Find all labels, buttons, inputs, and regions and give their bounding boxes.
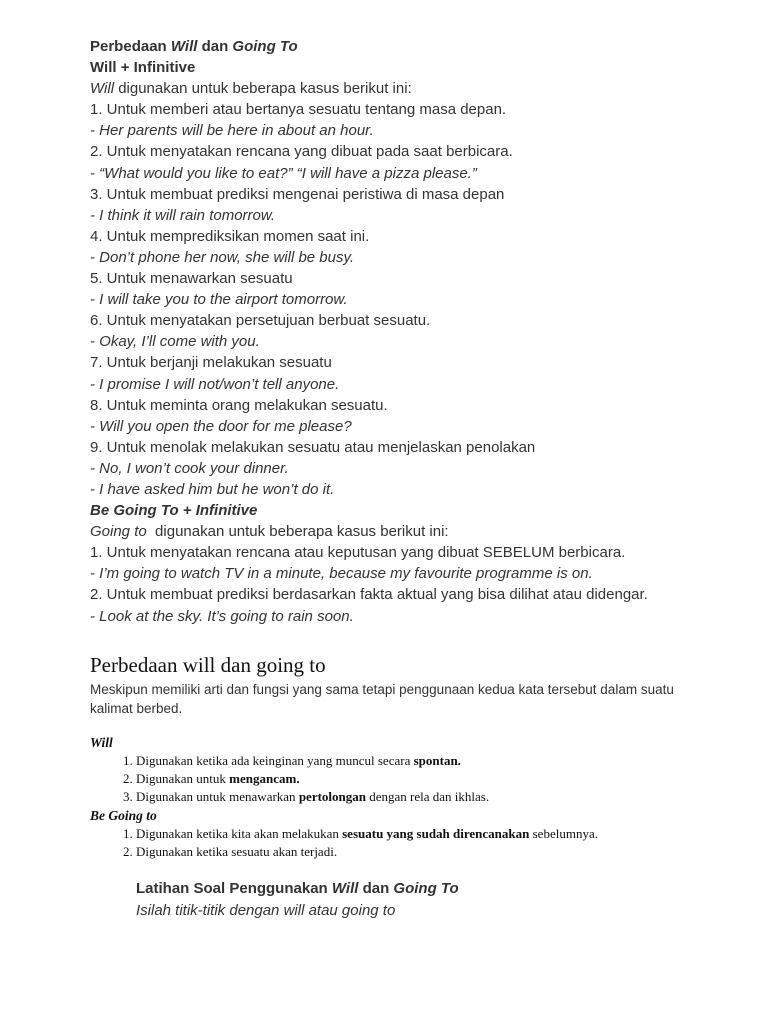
will-heading: Will + Infinitive <box>90 59 196 77</box>
perbedaan-intro: Meskipun memiliki arti dan fungsi yang sama tetapi penggunaan kedua kata tersebut dalam suatu kalimat berbed. <box>90 682 674 716</box>
going-heading: Be Going To + Infinitive <box>90 502 258 520</box>
perbedaan-title: Perbedaan will dan going to <box>90 653 326 677</box>
usage-item <box>136 788 690 806</box>
example-sentence: - Her parents will be here in about an hour. <box>90 122 374 140</box>
usage-text-after: sebelumnya. <box>529 825 598 841</box>
going-subheading: Be Going to <box>90 807 157 823</box>
rule-item: 9. Untuk menolak melakukan sesuatu atau menjelaskan penolakan <box>90 438 536 456</box>
usage-text: Digunakan ketika sesuatu akan terjadi. <box>136 843 338 859</box>
usage-text: Digunakan untuk menawarkan <box>136 789 299 805</box>
usage-keyword: pertolongan <box>298 789 366 805</box>
example-sentence: - I think it will rain tomorrow. <box>90 206 276 224</box>
title-text: Perbedaan <box>90 38 171 55</box>
rule-item: 4. Untuk memprediksikan momen saat ini. <box>90 227 370 245</box>
latihan-title-text: Latihan Soal Penggunakan <box>136 880 332 897</box>
title-going-to: Going To <box>232 38 298 55</box>
rule-item: 3. Untuk membuat prediksi mengenai peristiwa di masa depan <box>90 185 505 203</box>
usage-keyword: sesuatu yang sudah direncanakan <box>342 825 530 841</box>
example-sentence: - Will you open the door for me please? <box>90 417 352 435</box>
usage-text: Digunakan ketika kita akan melakukan <box>136 825 343 841</box>
usage-item <box>136 752 690 770</box>
example-sentence: - Okay, I’ll come with you. <box>90 333 260 351</box>
will-intro-word: Will <box>90 80 115 98</box>
going-usage-list <box>90 825 690 861</box>
latihan-title-will: Will <box>331 880 359 897</box>
latihan-title <box>136 878 736 900</box>
section-perbedaan <box>90 652 690 861</box>
will-usage-list <box>90 752 690 807</box>
going-rule-list <box>90 542 730 626</box>
rule-item: 8. Untuk meminta orang melakukan sesuatu. <box>90 396 388 414</box>
going-intro-word: Going to <box>90 523 147 541</box>
title-dan: dan <box>197 38 233 55</box>
latihan-title-dan: dan <box>358 880 394 897</box>
rule-item: 1. Untuk menyatakan rencana atau keputusan yang dibuat SEBELUM berbicara. <box>90 544 626 562</box>
example-sentence: - No, I won’t cook your dinner. <box>90 459 289 477</box>
usage-text: Digunakan ketika ada keinginan yang muncul secara <box>136 753 414 768</box>
usage-text: Digunakan untuk <box>136 771 230 787</box>
usage-keyword: mengancam. <box>229 771 300 787</box>
usage-item <box>136 770 690 788</box>
usage-item <box>136 843 690 861</box>
latihan-title-going-to: Going To <box>393 880 459 897</box>
title-will: Will <box>170 38 198 55</box>
usage-text-after: dengan rela dan ikhlas. <box>365 789 490 805</box>
will-rule-list <box>90 99 730 500</box>
will-subheading: Will <box>90 735 113 750</box>
usage-item <box>136 825 690 843</box>
usage-keyword: spontan. <box>413 753 461 768</box>
rule-item: 1. Untuk memberi atau bertanya sesuatu tentang masa depan. <box>90 101 507 119</box>
latihan-instruction: Isilah titik-titik dengan will atau going to <box>136 902 396 919</box>
example-sentence: - I’m going to watch TV in a minute, because my favourite programme is on. <box>90 565 593 583</box>
example-sentence: - “What would you like to eat?” “I will have a pizza please.” <box>90 164 477 182</box>
will-intro-rest: digunakan untuk beberapa kasus berikut ini: <box>114 80 412 98</box>
example-sentence: - I promise I will not/won’t tell anyone. <box>90 375 340 393</box>
rule-item: 2. Untuk membuat prediksi berdasarkan fakta aktual yang bisa dilihat atau didengar. <box>90 586 648 604</box>
section-will-going-to <box>90 36 730 627</box>
example-sentence: - I will take you to the airport tomorrow. <box>90 291 348 309</box>
example-sentence: - I have asked him but he won’t do it. <box>90 480 335 498</box>
section-latihan <box>136 878 736 922</box>
rule-item: 6. Untuk menyatakan persetujuan berbuat sesuatu. <box>90 312 431 330</box>
going-intro-rest: digunakan untuk beberapa kasus berikut ini: <box>146 523 449 541</box>
example-sentence: - Don’t phone her now, she will be busy. <box>90 248 355 266</box>
will-intro <box>90 78 730 99</box>
going-intro <box>90 521 730 542</box>
rule-item: 7. Untuk berjanji melakukan sesuatu <box>90 354 332 372</box>
example-sentence: - Look at the sky. It’s going to rain soon. <box>90 607 354 625</box>
section-title <box>90 36 730 57</box>
rule-item: 2. Untuk menyatakan rencana yang dibuat pada saat berbicara. <box>90 143 513 161</box>
rule-item: 5. Untuk menawarkan sesuatu <box>90 270 293 288</box>
